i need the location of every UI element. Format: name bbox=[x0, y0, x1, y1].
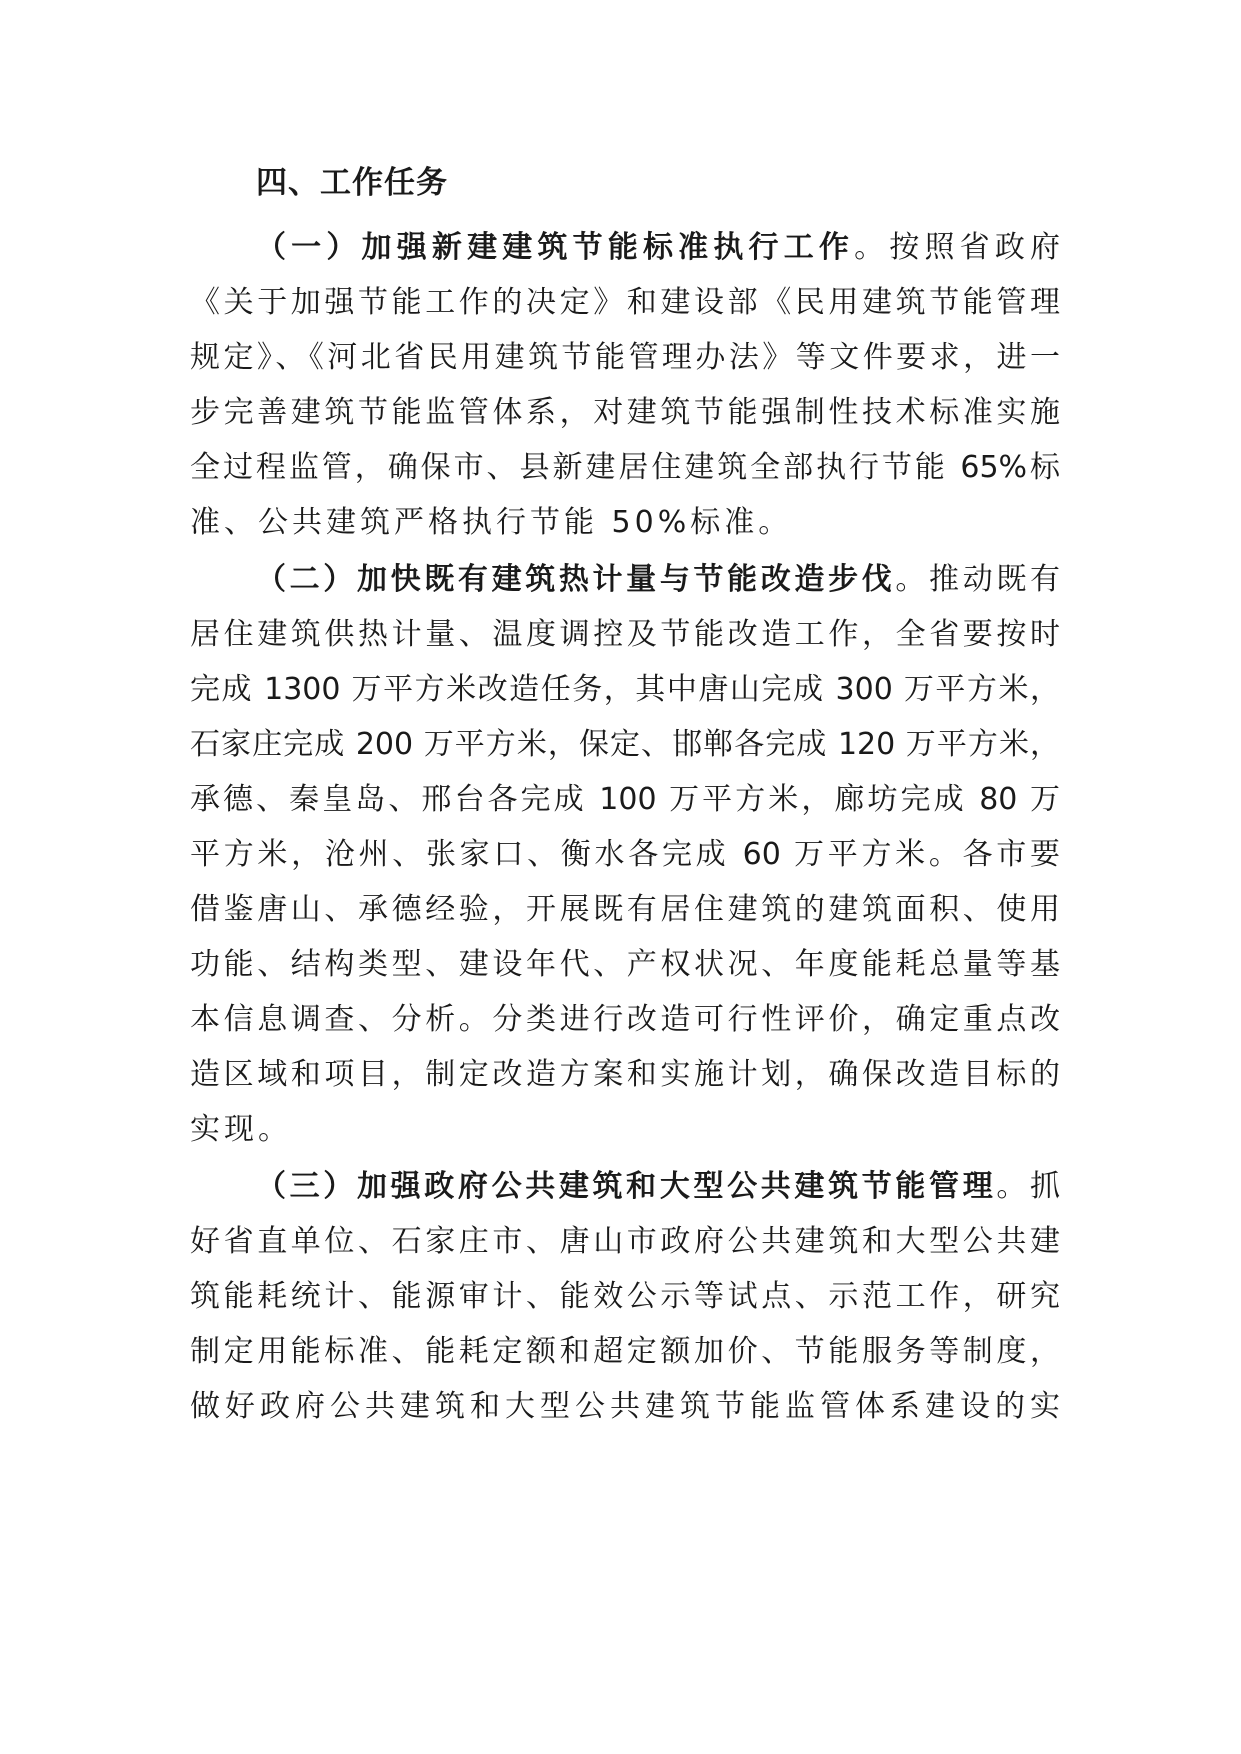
paragraph-3-line-1 bbox=[256, 1165, 1060, 1209]
paragraph-1-line-5: 全过程监管，确保市、县新建居住建筑全部执行节能 65%标 bbox=[190, 450, 1060, 485]
paragraph-1-text: 。按照省政府 bbox=[854, 230, 1061, 265]
paragraph-3-line-4: 制定用能标准、能耗定额和超定额加价、节能服务等制度， bbox=[190, 1334, 1060, 1369]
paragraph-1-heading: （一）加强新建建筑节能标准执行工作 bbox=[256, 230, 855, 265]
paragraph-2-line-5: 承德、秦皇岛、邢台各完成 100 万平方米，廊坊完成 80 万 bbox=[190, 782, 1060, 817]
paragraph-1-line-1 bbox=[256, 226, 1060, 270]
paragraph-3-line-2: 好省直单位、石家庄市、唐山市政府公共建筑和大型公共建 bbox=[190, 1224, 1060, 1259]
paragraph-2-line-8: 功能、结构类型、建设年代、产权状况、年度能耗总量等基 bbox=[190, 947, 1060, 982]
paragraph-2-line-11: 实现。 bbox=[190, 1112, 292, 1147]
paragraph-2-line-4: 石家庄完成 200 万平方米，保定、邯郸各完成 120 万平方米， bbox=[190, 727, 1060, 762]
paragraph-3-line-3: 筑能耗统计、能源审计、能效公示等试点、示范工作，研究 bbox=[190, 1279, 1060, 1314]
paragraph-2-line-2: 居住建筑供热计量、温度调控及节能改造工作，全省要按时 bbox=[190, 617, 1060, 652]
paragraph-2-line-1 bbox=[256, 558, 1060, 602]
paragraph-1-line-3: 规定》、《河北省民用建筑节能管理办法》等文件要求，进一 bbox=[190, 340, 1060, 375]
paragraph-2-line-9: 本信息调查、分析。分类进行改造可行性评价，确定重点改 bbox=[190, 1002, 1060, 1037]
paragraph-3-heading: （三）加强政府公共建筑和大型公共建筑节能管理 bbox=[256, 1169, 997, 1204]
paragraph-1-line-2: 《关于加强节能工作的决定》和建设部《民用建筑节能管理 bbox=[190, 285, 1060, 320]
paragraph-2-line-7: 借鉴唐山、承德经验，开展既有居住建筑的建筑面积、使用 bbox=[190, 892, 1060, 927]
paragraph-2-line-10: 造区域和项目，制定改造方案和实施计划，确保改造目标的 bbox=[190, 1057, 1060, 1092]
paragraph-2-text: 。推动既有 bbox=[895, 562, 1060, 597]
paragraph-2-line-3: 完成 1300 万平方米改造任务，其中唐山完成 300 万平方米， bbox=[190, 672, 1060, 707]
paragraph-3-line-5: 做好政府公共建筑和大型公共建筑节能监管体系建设的实 bbox=[190, 1389, 1060, 1424]
paragraph-2-line-6: 平方米，沧州、张家口、衡水各完成 60 万平方米。各市要 bbox=[190, 837, 1060, 872]
paragraph-2-heading: （二）加快既有建筑热计量与节能改造步伐 bbox=[256, 562, 896, 597]
paragraph-1-line-4: 步完善建筑节能监管体系，对建筑节能强制性技术标准实施 bbox=[190, 395, 1060, 430]
section-heading: 四、工作任务 bbox=[256, 165, 448, 201]
paragraph-3-text: 。抓 bbox=[996, 1169, 1061, 1204]
paragraph-1-line-6: 准、公共建筑严格执行节能 50%标准。 bbox=[190, 505, 793, 540]
